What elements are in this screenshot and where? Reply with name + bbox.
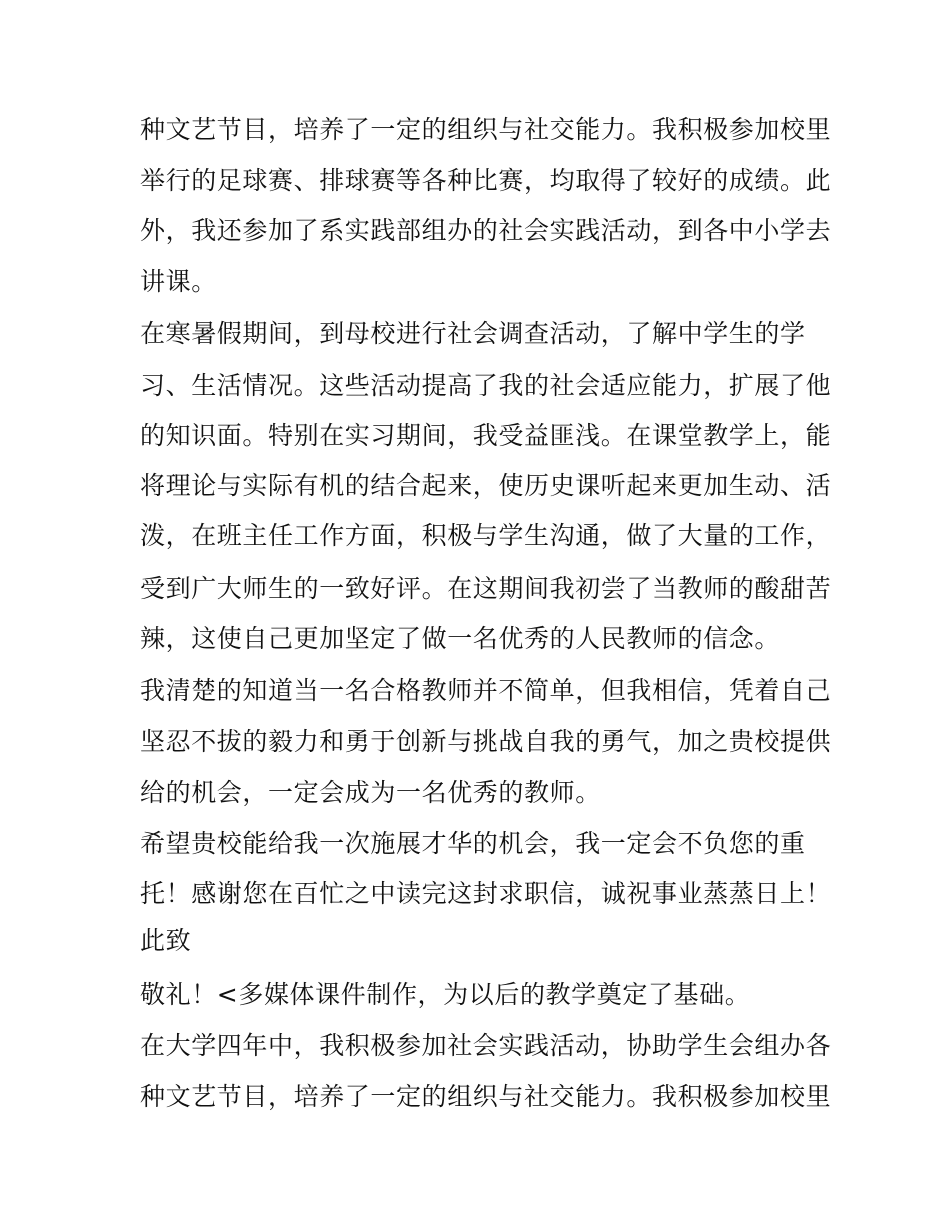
text-line: 受到广大师生的一致好评。在这期间我初尝了当教师的酸甜苦	[140, 574, 832, 603]
text-line: 种文艺节目，培养了一定的组织与社交能力。我积极参加校里	[140, 1082, 832, 1111]
text-line: 的知识面。特别在实习期间，我受益匪浅。在课堂教学上，能	[140, 421, 832, 450]
text-line: 希望贵校能给我一次施展才华的机会，我一定会不负您的重	[140, 829, 806, 858]
text-line: 辣，这使自己更加坚定了做一名优秀的人民教师的信念。	[140, 624, 781, 653]
text-line: 此致	[140, 926, 192, 955]
text-line: 外，我还参加了系实践部组办的社会实践活动，到各中小学去	[140, 216, 832, 245]
text-line: 在大学四年中，我积极参加社会实践活动，协助学生会组办各	[140, 1031, 832, 1060]
text-line: 习、生活情况。这些活动提高了我的社会适应能力，扩展了他	[140, 371, 832, 400]
text-line: 坚忍不拔的毅力和勇于创新与挑战自我的勇气，加之贵校提供	[140, 727, 832, 756]
text-line: 托！感谢您在百忙之中读完这封求职信，诚祝事业蒸蒸日上！	[140, 879, 832, 908]
text-line: 我清楚的知道当一名合格教师并不简单，但我相信，凭着自己	[140, 676, 832, 705]
text-line: 泼，在班主任工作方面，积极与学生沟通，做了大量的工作，	[140, 521, 832, 550]
text-line: 敬礼！<多媒体课件制作，为以后的教学奠定了基础。	[140, 980, 751, 1009]
text-line: 种文艺节目，培养了一定的组织与社交能力。我积极参加校里	[140, 115, 832, 144]
text-line: 讲课。	[140, 267, 217, 296]
text-line: 在寒暑假期间，到母校进行社会调查活动，了解中学生的学	[140, 319, 806, 348]
text-line: 将理论与实际有机的结合起来，使历史课听起来更加生动、活	[140, 471, 832, 500]
text-line: 举行的足球赛、排球赛等各种比赛，均取得了较好的成绩。此	[140, 166, 832, 195]
text-line: 给的机会，一定会成为一名优秀的教师。	[140, 778, 601, 807]
